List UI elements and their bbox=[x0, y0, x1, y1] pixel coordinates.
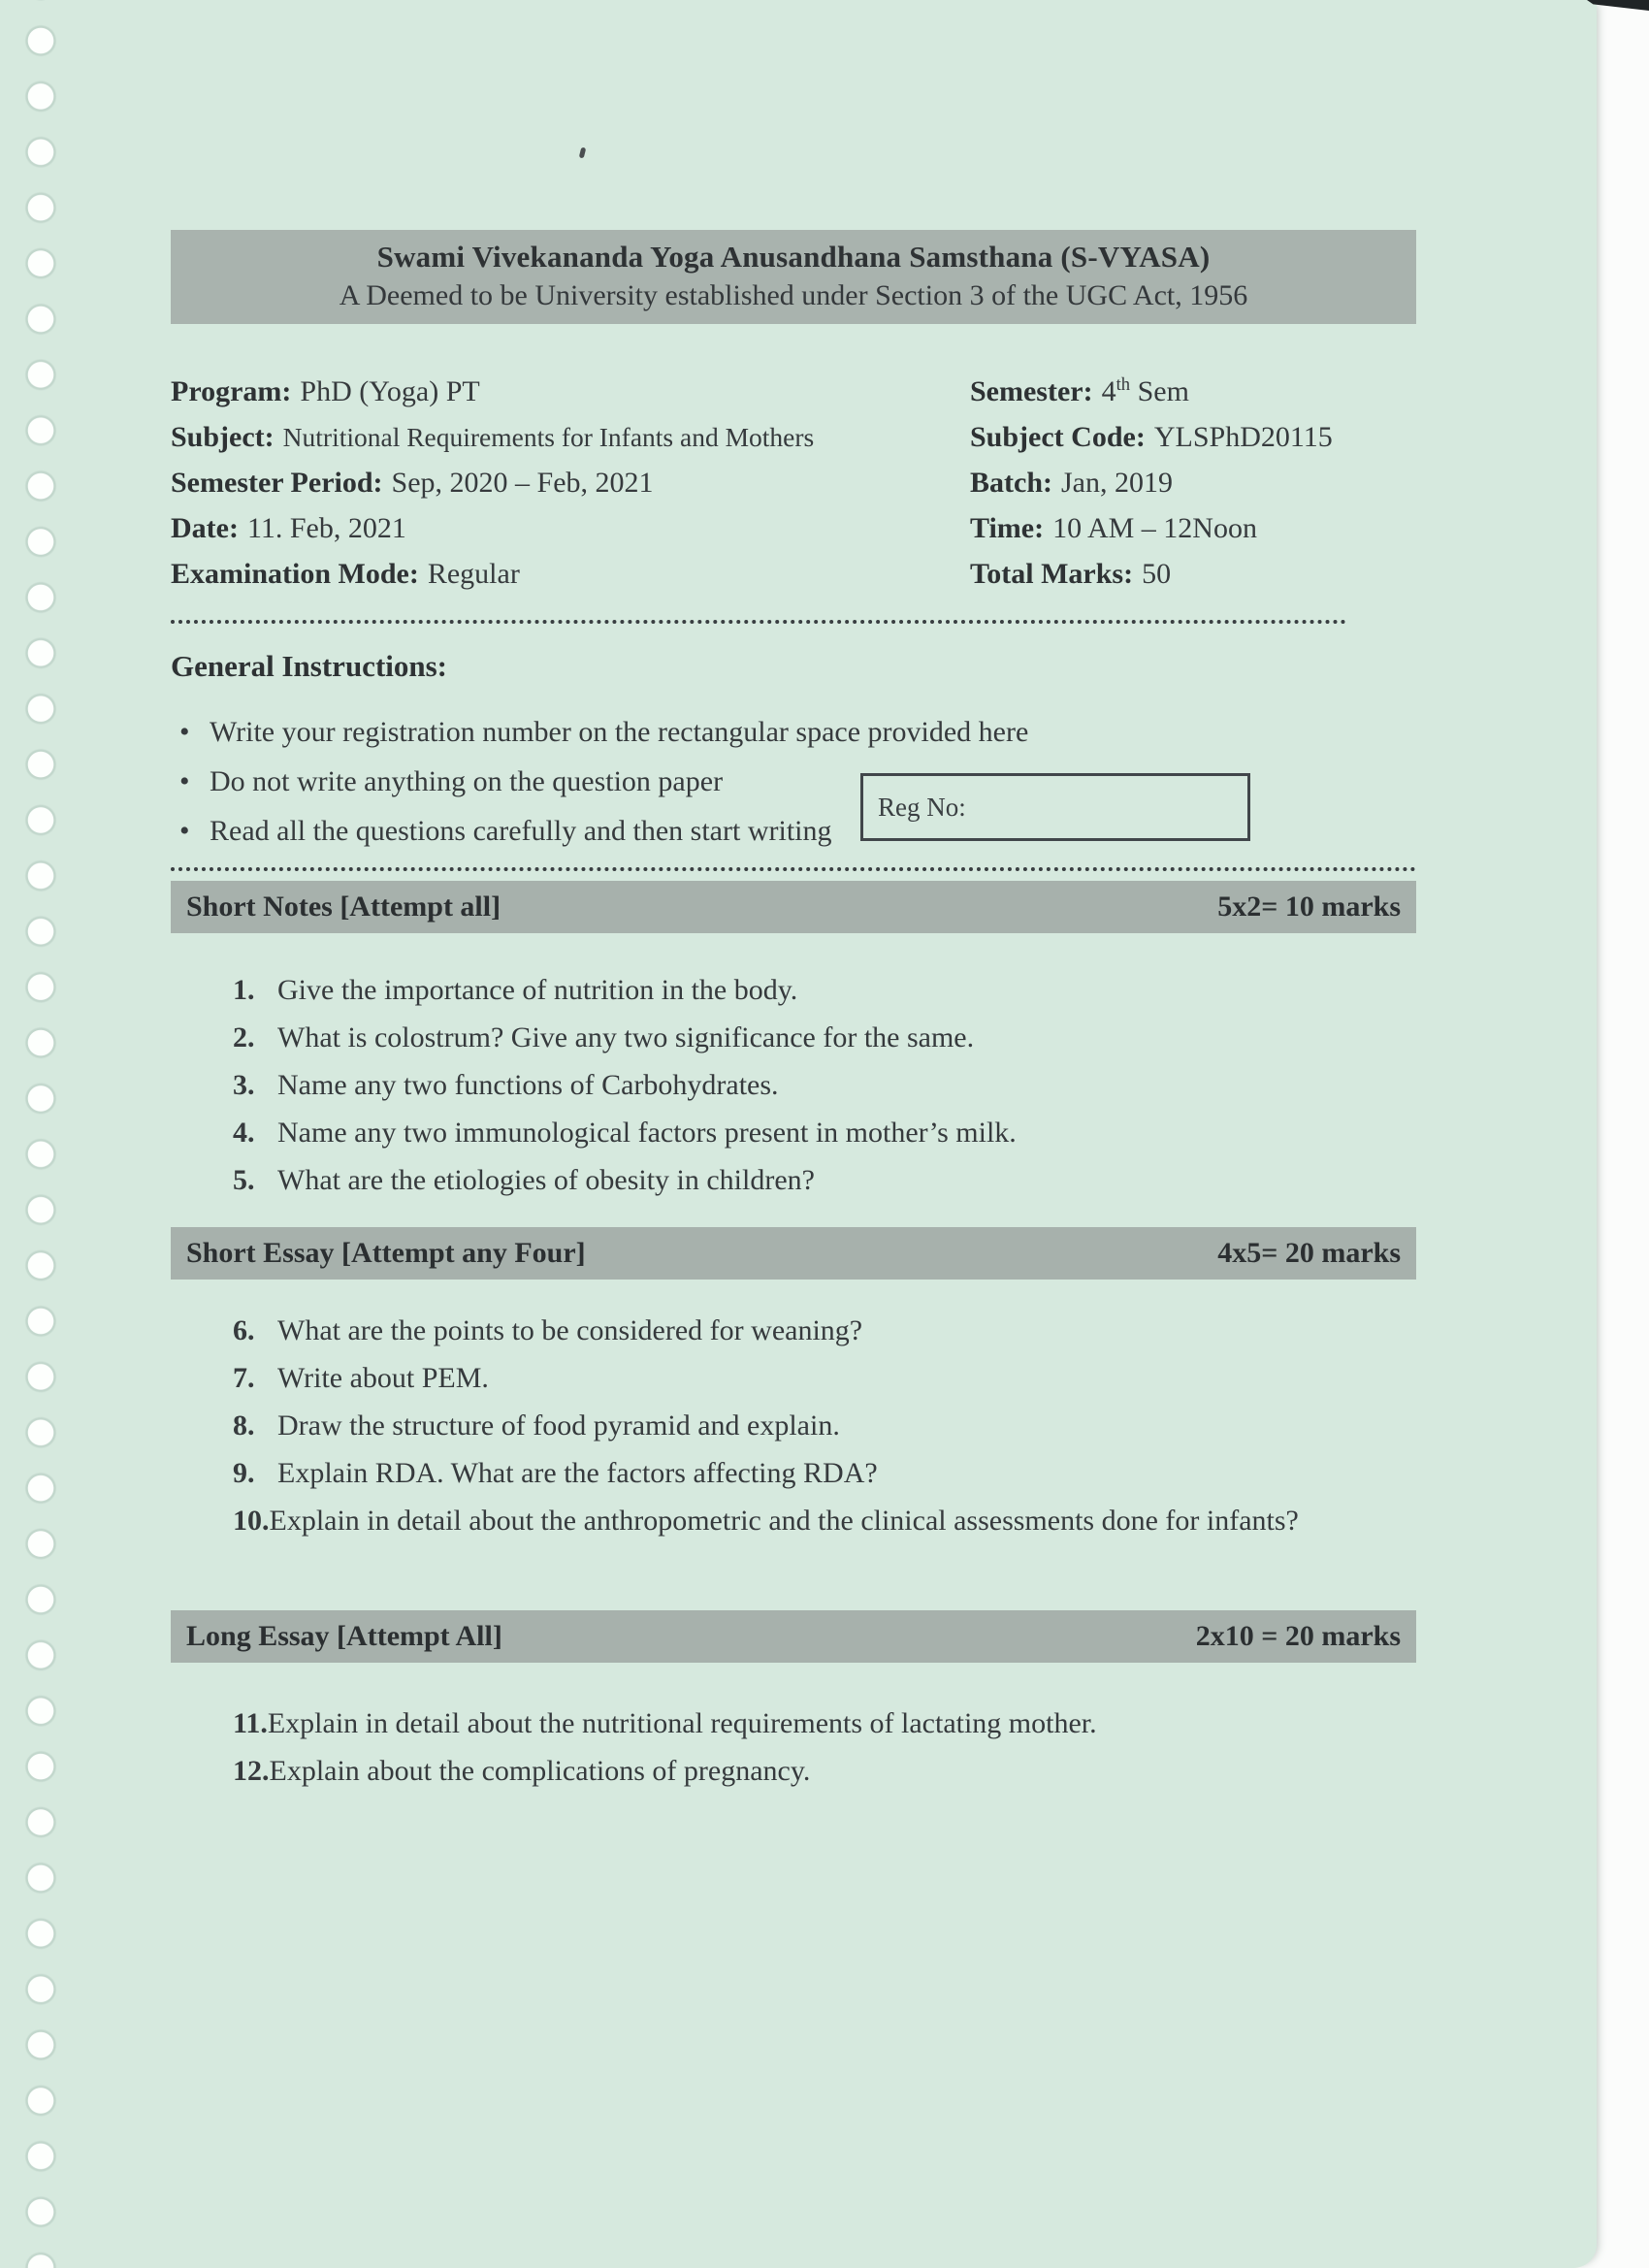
meta-label: Batch: bbox=[970, 467, 1052, 499]
short-essay-questions bbox=[233, 1307, 1418, 1544]
meta-row-program bbox=[171, 369, 970, 414]
question-number: 11. bbox=[233, 1707, 268, 1739]
meta-value: Nutritional Requirements for Infants and Mothers bbox=[282, 422, 815, 452]
binder-holes bbox=[0, 0, 89, 2268]
section-header-long-essay bbox=[171, 1610, 1416, 1663]
instruction-text: Do not write anything on the question paper bbox=[210, 765, 724, 797]
question-number: 2. bbox=[233, 1021, 255, 1053]
section-marks: 2x10 = 20 marks bbox=[1195, 1620, 1401, 1652]
question-number: 12. bbox=[233, 1755, 270, 1787]
section-title: Long Essay [Attempt All] bbox=[186, 1620, 502, 1652]
question-item bbox=[233, 1497, 1418, 1544]
meta-value: PhD (Yoga) PT bbox=[300, 375, 480, 407]
long-essay-questions bbox=[233, 1700, 1418, 1795]
meta-value: 10 AM – 12Noon bbox=[1052, 512, 1257, 544]
section-marks: 5x2= 10 marks bbox=[1217, 891, 1401, 923]
question-text: Draw the structure of food pyramid and explain. bbox=[277, 1409, 840, 1442]
meta-label: Time: bbox=[970, 512, 1045, 544]
meta-label: Date: bbox=[171, 512, 239, 544]
question-number: 7. bbox=[233, 1362, 255, 1394]
question-item bbox=[233, 1747, 1418, 1795]
meta-row-semester-period bbox=[171, 460, 970, 505]
question-number: 8. bbox=[233, 1409, 255, 1442]
question-text: What are the points to be considered for weaning? bbox=[277, 1314, 863, 1346]
meta-value: 50 bbox=[1142, 558, 1172, 590]
bullet-icon: • bbox=[179, 765, 190, 797]
meta-row-batch bbox=[970, 460, 1416, 505]
section-title: Short Notes [Attempt all] bbox=[186, 891, 501, 923]
meta-label: Program: bbox=[171, 375, 292, 407]
reg-no-label: Reg No: bbox=[878, 792, 966, 822]
question-item bbox=[233, 1700, 1418, 1747]
meta-label: Subject: bbox=[171, 421, 275, 453]
question-text: Explain about the complications of pregnancy. bbox=[269, 1755, 811, 1787]
meta-value: 4th Sem bbox=[1101, 374, 1189, 407]
question-number: 9. bbox=[233, 1457, 255, 1489]
question-text: Explain RDA. What are the factors affecting RDA? bbox=[277, 1457, 878, 1489]
meta-right-column bbox=[970, 369, 1416, 597]
page-content bbox=[171, 0, 1416, 1795]
section-header-short-notes bbox=[171, 881, 1416, 933]
question-text: Explain in detail about the anthropometric and the clinical assessments done for infants? bbox=[269, 1505, 1299, 1537]
question-item bbox=[233, 966, 1418, 1014]
question-number: 1. bbox=[233, 974, 255, 1006]
question-text: Give the importance of nutrition in the body. bbox=[277, 974, 798, 1006]
question-item bbox=[233, 1109, 1418, 1156]
meta-value: YLSPhD20115 bbox=[1153, 421, 1333, 453]
question-item bbox=[233, 1449, 1418, 1497]
page-subtitle: A Deemed to be University established under Section 3 of the UGC Act, 1956 bbox=[339, 279, 1248, 311]
general-instructions-heading: General Instructions: bbox=[171, 649, 448, 683]
question-item bbox=[233, 1354, 1418, 1402]
university-header-banner bbox=[171, 230, 1416, 324]
question-text: Name any two functions of Carbohydrates. bbox=[277, 1069, 779, 1101]
meta-row-total-marks bbox=[970, 551, 1416, 597]
meta-row-time bbox=[970, 505, 1416, 551]
question-number: 10. bbox=[233, 1505, 270, 1537]
instruction-text: Write your registration number on the rectangular space provided here bbox=[210, 716, 1029, 748]
question-item bbox=[233, 1061, 1418, 1109]
question-number: 5. bbox=[233, 1164, 255, 1196]
meta-label: Semester: bbox=[970, 375, 1093, 407]
meta-label: Semester Period: bbox=[171, 467, 383, 499]
meta-label: Subject Code: bbox=[970, 421, 1146, 453]
dotted-divider bbox=[171, 867, 1416, 871]
meta-value: Jan, 2019 bbox=[1061, 467, 1173, 499]
meta-left-column bbox=[171, 369, 970, 597]
question-text: Name any two immunological factors present in mother’s milk. bbox=[277, 1117, 1017, 1149]
meta-label: Total Marks: bbox=[970, 558, 1134, 590]
section-marks: 4x5= 20 marks bbox=[1217, 1237, 1401, 1269]
question-number: 4. bbox=[233, 1117, 255, 1149]
question-item bbox=[233, 1014, 1418, 1061]
meta-row-exam-mode bbox=[171, 551, 970, 597]
meta-value: 11. Feb, 2021 bbox=[246, 512, 406, 544]
meta-value: Sep, 2020 – Feb, 2021 bbox=[391, 467, 654, 499]
meta-row-semester bbox=[970, 369, 1416, 414]
question-number: 3. bbox=[233, 1069, 255, 1101]
question-item bbox=[233, 1307, 1418, 1354]
short-notes-questions bbox=[233, 966, 1418, 1204]
meta-row-subject bbox=[171, 414, 970, 460]
registration-number-box bbox=[860, 773, 1250, 841]
page-title: Swami Vivekananda Yoga Anusandhana Samsthana (S-VYASA) bbox=[376, 240, 1211, 274]
exam-meta-block bbox=[171, 369, 1416, 597]
section-title: Short Essay [Attempt any Four] bbox=[186, 1237, 586, 1269]
meta-row-date bbox=[171, 505, 970, 551]
instruction-text: Read all the questions carefully and then start writing bbox=[210, 815, 832, 847]
question-text: What is colostrum? Give any two significance for the same. bbox=[277, 1021, 975, 1053]
bullet-icon: • bbox=[179, 815, 190, 847]
meta-label: Examination Mode: bbox=[171, 558, 419, 590]
question-number: 6. bbox=[233, 1314, 255, 1346]
section-header-short-essay bbox=[171, 1227, 1416, 1280]
question-text: Explain in detail about the nutritional requirements of lactating mother. bbox=[267, 1707, 1097, 1739]
instruction-item bbox=[171, 707, 1416, 757]
question-text: What are the etiologies of obesity in children? bbox=[277, 1164, 815, 1196]
dotted-divider bbox=[171, 620, 1346, 624]
meta-row-subject-code bbox=[970, 414, 1416, 460]
bullet-icon: • bbox=[179, 716, 190, 748]
meta-value: Regular bbox=[427, 558, 520, 590]
question-item bbox=[233, 1156, 1418, 1204]
question-text: Write about PEM. bbox=[277, 1362, 489, 1394]
question-item bbox=[233, 1402, 1418, 1449]
